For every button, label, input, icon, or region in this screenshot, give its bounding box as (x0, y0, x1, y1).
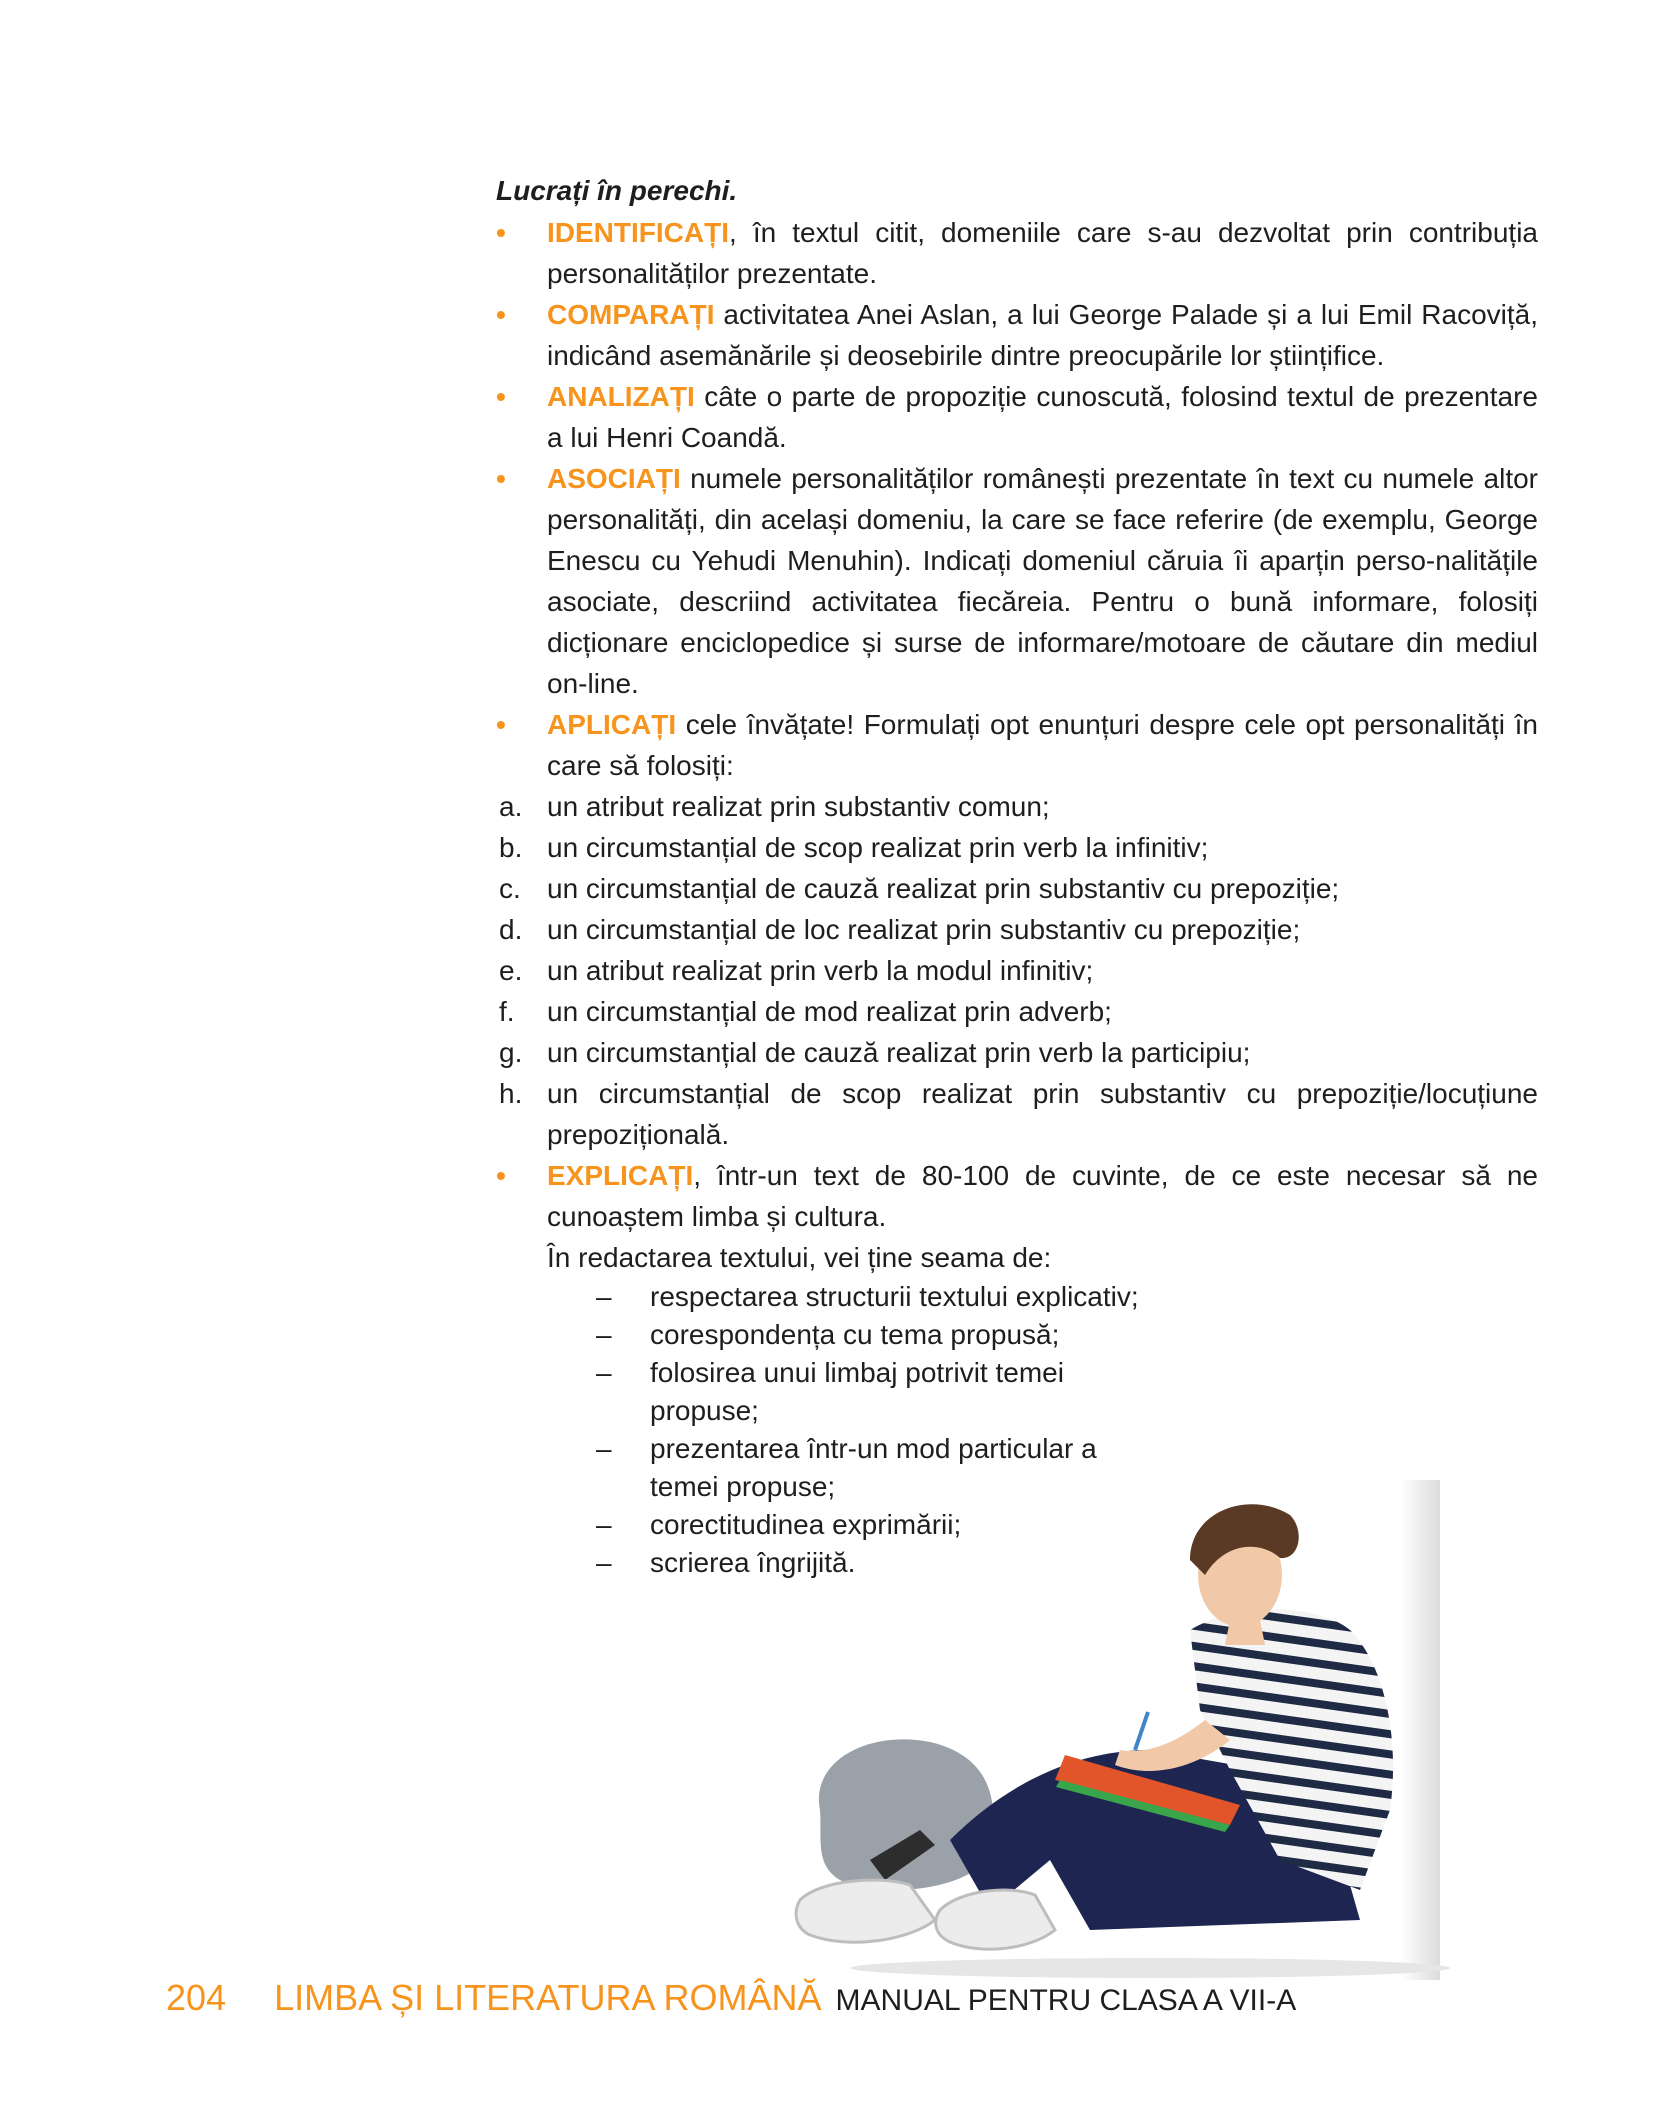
dash-icon: – (596, 1433, 612, 1464)
list-item-text: un circumstanțial de scop realizat prin verb la infinitiv; (547, 832, 1209, 863)
list-item-text: corespondența cu tema propusă; (650, 1319, 1060, 1350)
task-analyze (496, 376, 1538, 458)
left-sneaker (796, 1880, 935, 1942)
task-verb: COMPARAȚI (547, 299, 715, 330)
list-item (496, 868, 1538, 909)
apply-sublist (496, 786, 1538, 1155)
bullet-icon: • (496, 1160, 506, 1191)
list-item-letter: f. (499, 996, 515, 1027)
list-item-text: corectitudinea exprimării; (650, 1509, 962, 1540)
list-item-text: un atribut realizat prin verb la modul infinitiv; (547, 955, 1094, 986)
list-item (496, 1032, 1538, 1073)
bullet-icon: • (496, 463, 506, 494)
right-sneaker (936, 1890, 1055, 1949)
exercise-intro: Lucrați în perechi. (496, 175, 738, 206)
student-reading-illustration (760, 1480, 1450, 1980)
list-item-text: respectarea structurii textului explicativ; (650, 1281, 1139, 1312)
dash-icon: – (596, 1547, 612, 1578)
task-verb: APLICAȚI (547, 709, 677, 740)
task-verb: ASOCIAȚI (547, 463, 681, 494)
list-item-text: un atribut realizat prin substantiv comun; (547, 791, 1050, 822)
list-item (496, 991, 1538, 1032)
task-verb: IDENTIFICAȚI (547, 217, 729, 248)
bullet-icon: • (496, 299, 506, 330)
list-item-letter: g. (499, 1037, 523, 1068)
task-text: activitatea Anei Aslan, a lui George Palade și a lui Emil Racoviță, indicând asemănările și deosebirile dintre preocupările lor științifice. (547, 299, 1538, 371)
bullet-icon: • (496, 709, 506, 740)
list-item-letter: e. (499, 955, 523, 986)
list-item-text: un circumstanțial de cauză realizat prin verb la participiu; (547, 1037, 1251, 1068)
wall-shadow (1400, 1480, 1440, 1980)
task-verb: EXPLICAȚI (547, 1160, 694, 1191)
task-text: , în textul citit, domeniile care s-au dezvoltat prin contribuția personalităților prezentate. (547, 217, 1538, 289)
list-item (496, 786, 1538, 827)
list-item-text: scrierea îngrijită. (650, 1547, 856, 1578)
dash-icon: – (596, 1357, 612, 1388)
list-item-letter: d. (499, 914, 523, 945)
task-compare (496, 294, 1538, 376)
neck (1225, 1620, 1265, 1645)
list-item-letter: b. (499, 832, 523, 863)
list-item (496, 1073, 1538, 1155)
list-item-text: un circumstanțial de mod realizat prin adverb; (547, 996, 1112, 1027)
list-item (496, 1278, 1156, 1316)
list-item-letter: h. (499, 1078, 523, 1109)
dash-icon: – (596, 1281, 612, 1312)
footer-grade: MANUAL PENTRU CLASA A VII-A (835, 1984, 1297, 2017)
list-item (496, 909, 1538, 950)
pen (1135, 1712, 1148, 1750)
list-item-text: un circumstanțial de cauză realizat prin substantiv cu prepoziție; (547, 873, 1340, 904)
task-text: , într-un text de 80-100 de cuvinte, de ce este necesar să ne cunoaștem limba și cultura. (547, 1160, 1538, 1232)
list-item (496, 827, 1538, 868)
bullet-icon: • (496, 381, 506, 412)
list-item-letter: a. (499, 791, 523, 822)
list-item-text: folosirea unui limbaj potrivit temei propuse; (650, 1357, 1064, 1426)
page-footer (166, 1975, 1296, 2029)
page-number: 204 (166, 1977, 227, 2018)
task-text: cele învățate! Formulați opt enunțuri despre cele opt personalități în care să folosiți: (547, 709, 1538, 781)
task-text: numele personalităților românești prezentate în text cu numele altor personalități, din același domeniu, la care se face referire (de exemplu, George Enescu cu Yehudi Menuhin). Indicați domeniul căruia îi aparțin perso-nalitățile asociate, descriind activitatea fiecăreia. Pentru o bună informare, folosiți dicționare enciclopedice și surse de informare/motoare de căutare din mediul on-line. (547, 463, 1538, 699)
list-item-text: prezentarea într-un mod particular a temei propuse; (650, 1433, 1097, 1502)
dash-icon: – (596, 1319, 612, 1350)
dash-icon: – (596, 1509, 612, 1540)
bullet-icon: • (496, 217, 506, 248)
task-identify (496, 212, 1538, 294)
list-item-text: un circumstanțial de scop realizat prin substantiv cu prepoziție/locuțiune prepozițională. (547, 1078, 1538, 1150)
list-item-text: un circumstanțial de loc realizat prin substantiv cu prepoziție; (547, 914, 1301, 945)
task-verb: ANALIZAȚI (547, 381, 695, 412)
exercise-block (496, 170, 1538, 1582)
list-item-letter: c. (499, 873, 521, 904)
task-associate (496, 458, 1538, 704)
criteria-intro: În redactarea textului, vei ține seama de: (547, 1242, 1052, 1273)
task-explain (496, 1155, 1538, 1237)
task-text: câte o parte de propoziție cunoscută, folosind textul de prezentare a lui Henri Coandă. (547, 381, 1538, 453)
list-item (496, 1354, 1156, 1430)
task-apply (496, 704, 1538, 786)
list-item (496, 950, 1538, 991)
list-item (496, 1316, 1156, 1354)
footer-subject: LIMBA ȘI LITERATURA ROMÂNĂ (274, 1977, 822, 2018)
